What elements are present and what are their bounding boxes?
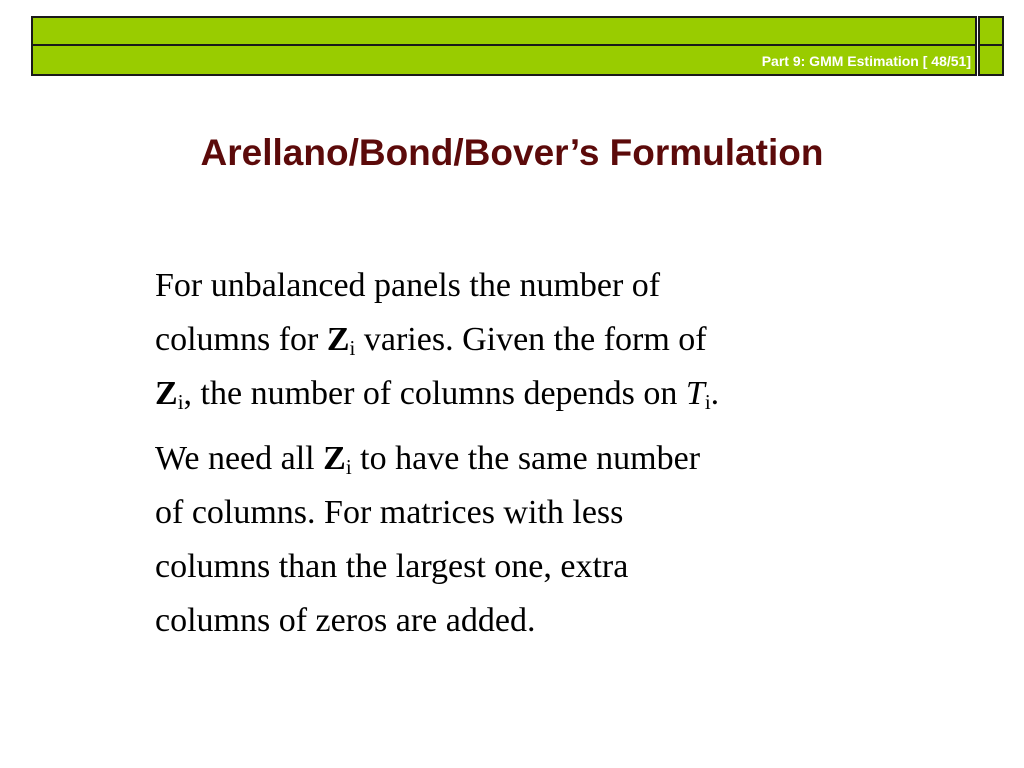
text: columns for [155,321,327,358]
subscript: i [704,390,711,414]
paragraph-2-line-2 [155,486,935,540]
slide-title: Arellano/Bond/Bover’s Formulation [200,132,824,173]
matrix-symbol: Z [323,440,346,477]
slide-body [155,259,935,659]
text: . [710,375,720,412]
paragraph-2-line-1 [155,432,935,486]
header-side-block [978,16,1004,76]
paragraph-1 [155,259,935,421]
header-bar [31,16,977,76]
matrix-symbol: Z [326,321,350,358]
matrix-symbol: Z [155,375,178,412]
text: We need all [155,440,324,477]
paragraph-2 [155,432,935,648]
text: columns than the largest one, extra [155,548,629,585]
text: columns of zeros are added. [155,602,536,639]
text: of columns. For matrices with less [155,494,624,531]
paragraph-1-line-2 [155,313,935,367]
header-side-divider [980,44,1002,46]
text: to have the same number [351,440,701,477]
paragraph-1-line-1 [155,259,935,313]
paragraph-2-line-4 [155,594,935,648]
header-divider [33,44,975,46]
subscript: i [349,336,356,360]
paragraph-1-line-3 [155,367,935,421]
header-caption: Part 9: GMM Estimation [ 48/51] [761,53,971,69]
text: varies. Given the form of [355,321,707,358]
paragraph-2-line-3 [155,540,935,594]
subscript: i [345,455,352,479]
text: , the number of columns depends on [183,375,686,412]
variable-symbol: T [685,375,705,412]
subscript: i [177,390,184,414]
text: For unbalanced panels the number of [155,267,661,304]
